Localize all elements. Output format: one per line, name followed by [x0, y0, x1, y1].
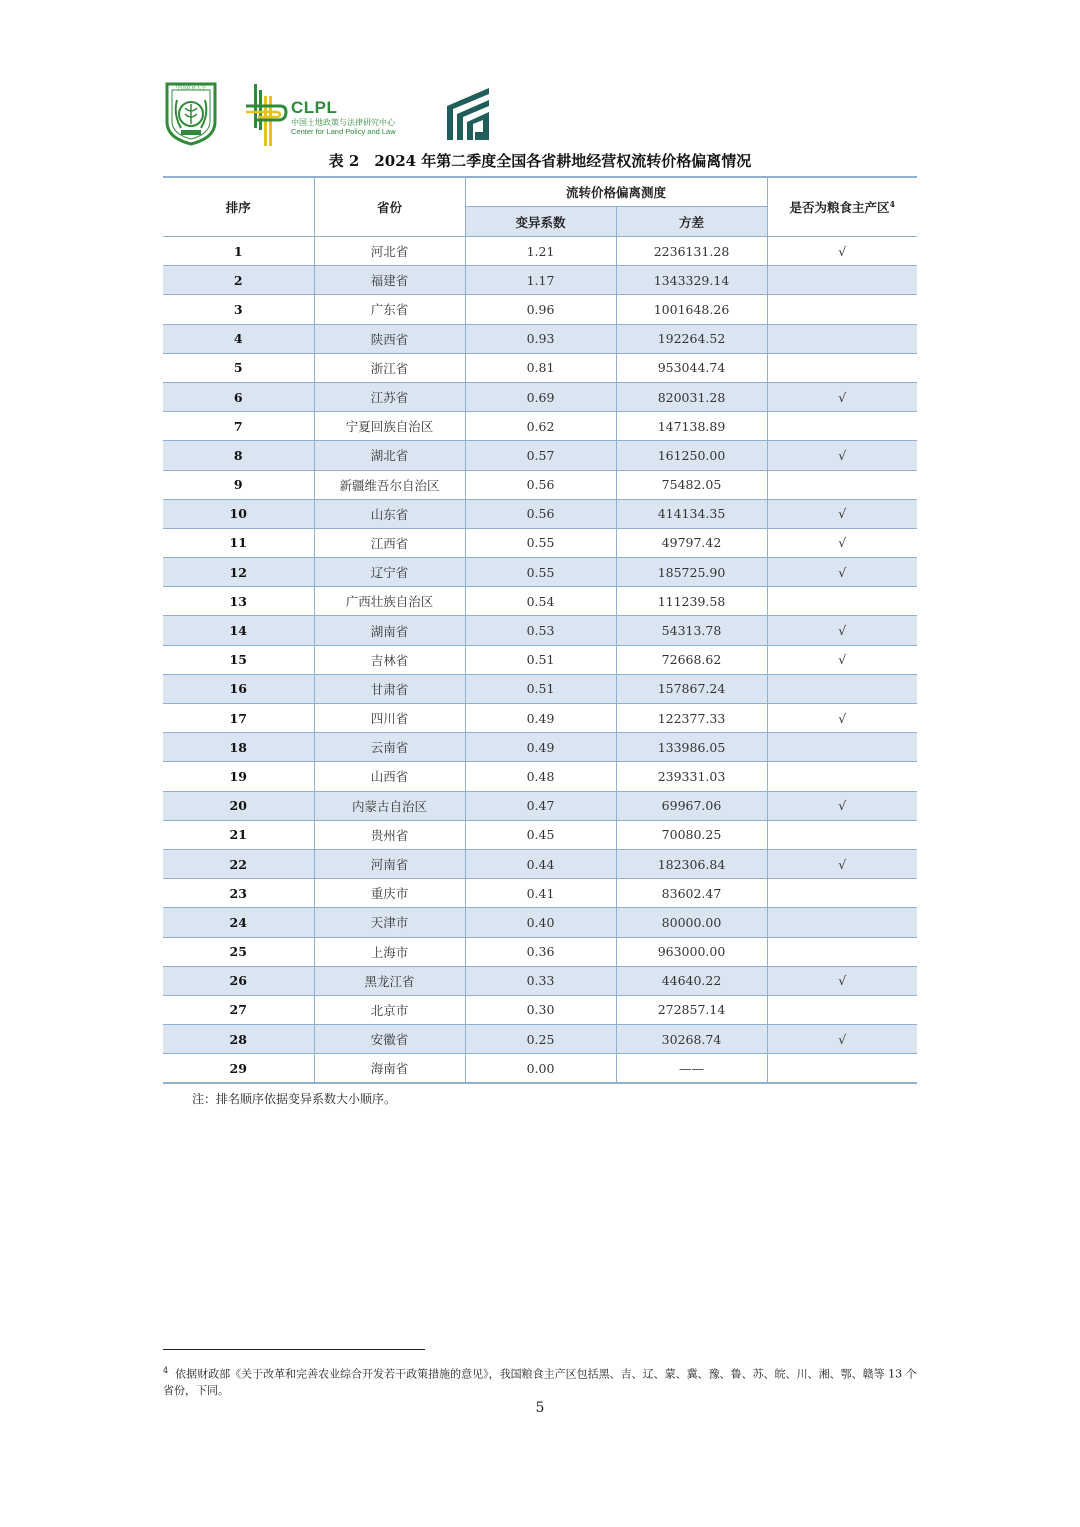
- cell-grain-area: √: [767, 1025, 917, 1054]
- footnote-number: 4: [163, 1366, 169, 1375]
- cell-rank: 29: [163, 1054, 314, 1083]
- cell-province: 贵州省: [314, 820, 465, 849]
- cell-grain-area: [767, 762, 917, 791]
- cell-variance: 147138.89: [616, 412, 767, 441]
- cell-rank: 8: [163, 441, 314, 470]
- cell-cv: 1.21: [465, 237, 616, 266]
- cell-variance: 820031.28: [616, 382, 767, 411]
- table-row: [163, 674, 917, 703]
- cell-variance: 185725.90: [616, 558, 767, 587]
- cell-variance: 75482.05: [616, 470, 767, 499]
- table-row: [163, 704, 917, 733]
- header-province: 省份: [314, 177, 465, 237]
- cell-grain-area: [767, 470, 917, 499]
- table-row: [163, 441, 917, 470]
- header-cv: 变异系数: [465, 207, 616, 237]
- cell-variance: ——: [616, 1054, 767, 1083]
- cell-cv: 0.47: [465, 791, 616, 820]
- header-variance: 方差: [616, 207, 767, 237]
- cell-province: 吉林省: [314, 645, 465, 674]
- cell-rank: 28: [163, 1025, 314, 1054]
- cell-variance: 83602.47: [616, 879, 767, 908]
- cell-province: 内蒙古自治区: [314, 791, 465, 820]
- cell-grain-area: √: [767, 499, 917, 528]
- table-note: 注：排名顺序依据变异系数大小顺序。: [192, 1092, 397, 1106]
- table-body: [163, 237, 917, 1083]
- table-row: [163, 820, 917, 849]
- cell-variance: 54313.78: [616, 616, 767, 645]
- page-number: 5: [535, 1400, 545, 1416]
- cell-province: 新疆维吾尔自治区: [314, 470, 465, 499]
- cell-cv: 0.49: [465, 733, 616, 762]
- cell-province: 河北省: [314, 237, 465, 266]
- cell-variance: 963000.00: [616, 937, 767, 966]
- cell-cv: 0.55: [465, 528, 616, 557]
- cell-province: 广东省: [314, 295, 465, 324]
- cell-variance: 182306.84: [616, 849, 767, 878]
- cell-rank: 23: [163, 879, 314, 908]
- table-row: [163, 937, 917, 966]
- cell-rank: 12: [163, 558, 314, 587]
- cell-province: 山东省: [314, 499, 465, 528]
- cell-cv: 0.25: [465, 1025, 616, 1054]
- cell-variance: 72668.62: [616, 645, 767, 674]
- cell-grain-area: √: [767, 704, 917, 733]
- cell-province: 广西壮族自治区: [314, 587, 465, 616]
- cell-variance: 953044.74: [616, 353, 767, 382]
- cell-rank: 7: [163, 412, 314, 441]
- cell-grain-area: [767, 733, 917, 762]
- cell-grain-area: √: [767, 237, 917, 266]
- cell-rank: 1: [163, 237, 314, 266]
- table-row: [163, 733, 917, 762]
- cell-rank: 27: [163, 995, 314, 1024]
- cell-province: 甘肃省: [314, 674, 465, 703]
- header-grain-area: [767, 177, 917, 237]
- cell-province: 江苏省: [314, 382, 465, 411]
- clpl-title: CLPL: [291, 98, 338, 117]
- table-title: 表 2 2024 年第二季度全国各省耕地经营权流转价格偏离情况: [328, 152, 752, 170]
- cell-rank: 2: [163, 266, 314, 295]
- cell-cv: 0.56: [465, 470, 616, 499]
- header-logos: [163, 82, 523, 148]
- cell-rank: 24: [163, 908, 314, 937]
- cell-variance: 192264.52: [616, 324, 767, 353]
- cell-cv: 1.17: [465, 266, 616, 295]
- table-header-row: [163, 177, 917, 207]
- cell-cv: 0.48: [465, 762, 616, 791]
- table-row: [163, 645, 917, 674]
- cell-variance: 1001648.26: [616, 295, 767, 324]
- cell-variance: 239331.03: [616, 762, 767, 791]
- cell-province: 云南省: [314, 733, 465, 762]
- cell-grain-area: [767, 908, 917, 937]
- table-row: [163, 295, 917, 324]
- cell-cv: 0.49: [465, 704, 616, 733]
- cell-province: 黑龙江省: [314, 966, 465, 995]
- header-rank: 排序: [163, 177, 314, 237]
- table-row: [163, 849, 917, 878]
- cell-grain-area: [767, 353, 917, 382]
- cell-rank: 26: [163, 966, 314, 995]
- cell-province: 河南省: [314, 849, 465, 878]
- cell-province: 天津市: [314, 908, 465, 937]
- cell-grain-area: [767, 324, 917, 353]
- cell-variance: 157867.24: [616, 674, 767, 703]
- cell-variance: 2236131.28: [616, 237, 767, 266]
- cell-grain-area: √: [767, 382, 917, 411]
- cell-variance: 133986.05: [616, 733, 767, 762]
- cell-province: 辽宁省: [314, 558, 465, 587]
- cell-cv: 0.53: [465, 616, 616, 645]
- cell-rank: 11: [163, 528, 314, 557]
- cell-cv: 0.30: [465, 995, 616, 1024]
- cell-cv: 0.69: [465, 382, 616, 411]
- table-row: [163, 1054, 917, 1083]
- cell-grain-area: [767, 937, 917, 966]
- cell-cv: 0.96: [465, 295, 616, 324]
- cell-variance: 272857.14: [616, 995, 767, 1024]
- cell-cv: 0.56: [465, 499, 616, 528]
- cell-cv: 0.55: [465, 558, 616, 587]
- table-row: [163, 995, 917, 1024]
- footnote-text: 依据财政部《关于改革和完善农业综合开发若干政策措施的意见》，我国粮食主产区包括黑、吉、辽、蒙、冀、豫、鲁、苏、皖、川、湘、鄂、赣等 13 个省份，下同。: [163, 1367, 917, 1397]
- cell-province: 湖南省: [314, 616, 465, 645]
- cell-rank: 13: [163, 587, 314, 616]
- table-row: [163, 324, 917, 353]
- table-row: [163, 412, 917, 441]
- cell-grain-area: √: [767, 558, 917, 587]
- cell-rank: 5: [163, 353, 314, 382]
- cell-grain-area: [767, 266, 917, 295]
- table-row: [163, 237, 917, 266]
- cell-grain-area: √: [767, 441, 917, 470]
- cell-cv: 0.45: [465, 820, 616, 849]
- cell-province: 上海市: [314, 937, 465, 966]
- cell-province: 湖北省: [314, 441, 465, 470]
- cell-province: 宁夏回族自治区: [314, 412, 465, 441]
- table-row: [163, 587, 917, 616]
- cell-variance: 69967.06: [616, 791, 767, 820]
- clpl-chinese-name: 中国土地政策与法律研究中心: [291, 118, 395, 127]
- cell-rank: 19: [163, 762, 314, 791]
- cell-rank: 20: [163, 791, 314, 820]
- table-row: [163, 382, 917, 411]
- university-seal-text: 中国农业大学: [175, 84, 207, 91]
- cell-rank: 16: [163, 674, 314, 703]
- table-row: [163, 762, 917, 791]
- cell-grain-area: √: [767, 791, 917, 820]
- table-row: [163, 879, 917, 908]
- cell-grain-area: √: [767, 966, 917, 995]
- cell-cv: 0.44: [465, 849, 616, 878]
- cell-cv: 0.40: [465, 908, 616, 937]
- cell-variance: 414134.35: [616, 499, 767, 528]
- cell-cv: 0.57: [465, 441, 616, 470]
- cell-rank: 6: [163, 382, 314, 411]
- cell-rank: 3: [163, 295, 314, 324]
- header-grain-label: 是否为粮食主产区: [789, 200, 890, 215]
- table-row: [163, 470, 917, 499]
- table-row: [163, 1025, 917, 1054]
- cell-grain-area: [767, 587, 917, 616]
- cell-variance: 49797.42: [616, 528, 767, 557]
- cell-province: 陕西省: [314, 324, 465, 353]
- cell-grain-area: √: [767, 849, 917, 878]
- cell-rank: 22: [163, 849, 314, 878]
- cell-grain-area: √: [767, 528, 917, 557]
- cell-cv: 0.51: [465, 645, 616, 674]
- cell-province: 北京市: [314, 995, 465, 1024]
- cell-province: 江西省: [314, 528, 465, 557]
- cell-grain-area: √: [767, 645, 917, 674]
- table-row: [163, 966, 917, 995]
- cell-rank: 21: [163, 820, 314, 849]
- cell-province: 福建省: [314, 266, 465, 295]
- header-deviation-group: 流转价格偏离测度: [465, 177, 767, 207]
- cell-cv: 0.54: [465, 587, 616, 616]
- university-seal-icon: [163, 82, 219, 146]
- cell-grain-area: [767, 820, 917, 849]
- cell-province: 山西省: [314, 762, 465, 791]
- cell-cv: 0.36: [465, 937, 616, 966]
- cell-variance: 111239.58: [616, 587, 767, 616]
- cell-province: 安徽省: [314, 1025, 465, 1054]
- cell-variance: 161250.00: [616, 441, 767, 470]
- cell-cv: 0.62: [465, 412, 616, 441]
- cell-variance: 44640.22: [616, 966, 767, 995]
- cell-grain-area: √: [767, 616, 917, 645]
- cell-cv: 0.51: [465, 674, 616, 703]
- cell-province: 海南省: [314, 1054, 465, 1083]
- cell-rank: 15: [163, 645, 314, 674]
- cell-variance: 1343329.14: [616, 266, 767, 295]
- cell-province: 浙江省: [314, 353, 465, 382]
- clpl-english-name: Center for Land Policy and Law: [291, 127, 396, 136]
- cell-rank: 25: [163, 937, 314, 966]
- cell-variance: 30268.74: [616, 1025, 767, 1054]
- footnote-ref: 4: [889, 198, 896, 209]
- cell-rank: 9: [163, 470, 314, 499]
- cell-rank: 10: [163, 499, 314, 528]
- table-row: [163, 791, 917, 820]
- cell-rank: 4: [163, 324, 314, 353]
- table-row: [163, 528, 917, 557]
- cell-variance: 70080.25: [616, 820, 767, 849]
- cell-rank: 17: [163, 704, 314, 733]
- cell-rank: 14: [163, 616, 314, 645]
- cell-province: 四川省: [314, 704, 465, 733]
- cell-grain-area: [767, 995, 917, 1024]
- table-row: [163, 616, 917, 645]
- table-row: [163, 558, 917, 587]
- footnote: [163, 1363, 917, 1399]
- cell-rank: 18: [163, 733, 314, 762]
- table-row: [163, 499, 917, 528]
- cell-cv: 0.81: [465, 353, 616, 382]
- cell-grain-area: [767, 295, 917, 324]
- table-row: [163, 266, 917, 295]
- price-deviation-table: [163, 176, 917, 1084]
- partner-logo-icon: [445, 84, 491, 140]
- cell-cv: 0.93: [465, 324, 616, 353]
- cell-grain-area: [767, 1054, 917, 1083]
- cell-cv: 0.41: [465, 879, 616, 908]
- cell-variance: 80000.00: [616, 908, 767, 937]
- cell-cv: 0.00: [465, 1054, 616, 1083]
- footnote-divider: [163, 1349, 425, 1350]
- cell-grain-area: [767, 674, 917, 703]
- clpl-mark-icon: [246, 84, 288, 146]
- cell-grain-area: [767, 879, 917, 908]
- cell-province: 重庆市: [314, 879, 465, 908]
- cell-cv: 0.33: [465, 966, 616, 995]
- table-row: [163, 908, 917, 937]
- table-row: [163, 353, 917, 382]
- cell-grain-area: [767, 412, 917, 441]
- cell-variance: 122377.33: [616, 704, 767, 733]
